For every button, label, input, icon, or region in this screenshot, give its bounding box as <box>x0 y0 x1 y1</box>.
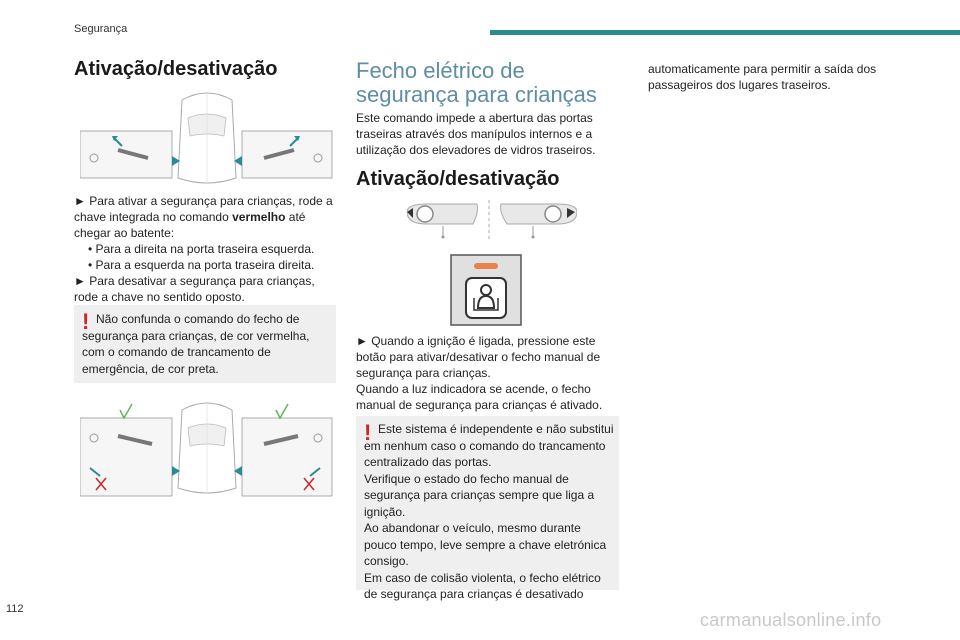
left-instructions <box>74 193 336 305</box>
door-lock-illustration-bottom <box>80 398 335 498</box>
left-heading: Ativação/desativação <box>74 58 278 80</box>
door-lock-illustration-top <box>80 88 335 188</box>
deactivate-instruction: ► Para desativar a segurança para crianças, rode a chave no sentido oposto. <box>74 274 315 304</box>
indicator-light-note: Quando a luz indicadora se acende, o fecho manual de segurança para crianças é ativado. <box>356 382 603 412</box>
bullet-left-door: • Para a direita na porta traseira esquerda. <box>88 242 315 256</box>
middle-warning-box <box>356 416 619 601</box>
middle-warning-text <box>364 421 614 603</box>
press-button-instruction: ► Quando a ignição é ligada, pressione este botão para ativar/desativar o fecho manual de segurança para crianças. <box>356 334 601 380</box>
bullet-right-door: • Para a esquerda na porta traseira direita. <box>88 258 315 272</box>
middle-heading: Ativação/desativação <box>356 168 560 190</box>
section-label: Segurança <box>74 23 128 35</box>
warning-independent: Este sistema é independente e não substitui em nenhum caso o comando do trancamento centralizado das portas. <box>364 422 614 469</box>
dashboard-illustration <box>407 198 577 243</box>
header-accent-bar <box>490 30 960 35</box>
warning-collision: Em caso de colisão violenta, o fecho elétrico de segurança para crianças é desativado <box>364 570 601 601</box>
right-continuation: automaticamente para permitir a saída dos passageiros dos lugares traseiros. <box>648 62 877 92</box>
warning-icon: ! <box>82 309 90 334</box>
warning-icon: ! <box>364 420 372 445</box>
middle-title: Fecho elétrico de segurança para crianças <box>356 58 597 107</box>
left-warning-text: Não confunda o comando do fecho de segurança para crianças, de cor vermelha, com o comando de trancamento de emergência, de cor preta. <box>82 312 310 376</box>
activate-instruction: ► Para ativar a segurança para crianças, rode a chave integrada no comando vermelho até chegar ao batente: <box>74 194 333 240</box>
watermark: carmanualsonline.info <box>700 610 882 630</box>
left-warning-box <box>74 305 336 383</box>
warning-take-key: Ao abandonar o veículo, mesmo durante pouco tempo, leve sempre a chave eletrónica consigo. <box>364 521 607 568</box>
warning-check-state: Verifique o estado do fecho manual de segurança para crianças sempre que liga a ignição. <box>364 471 595 519</box>
child-lock-button-illustration <box>450 254 522 326</box>
middle-instructions <box>356 333 618 413</box>
middle-intro: Este comando impede a abertura das portas traseiras através dos manípulos internos e a utilização dos elevadores de vidros traseiros. <box>356 111 596 157</box>
page-number: 112 <box>6 603 24 615</box>
